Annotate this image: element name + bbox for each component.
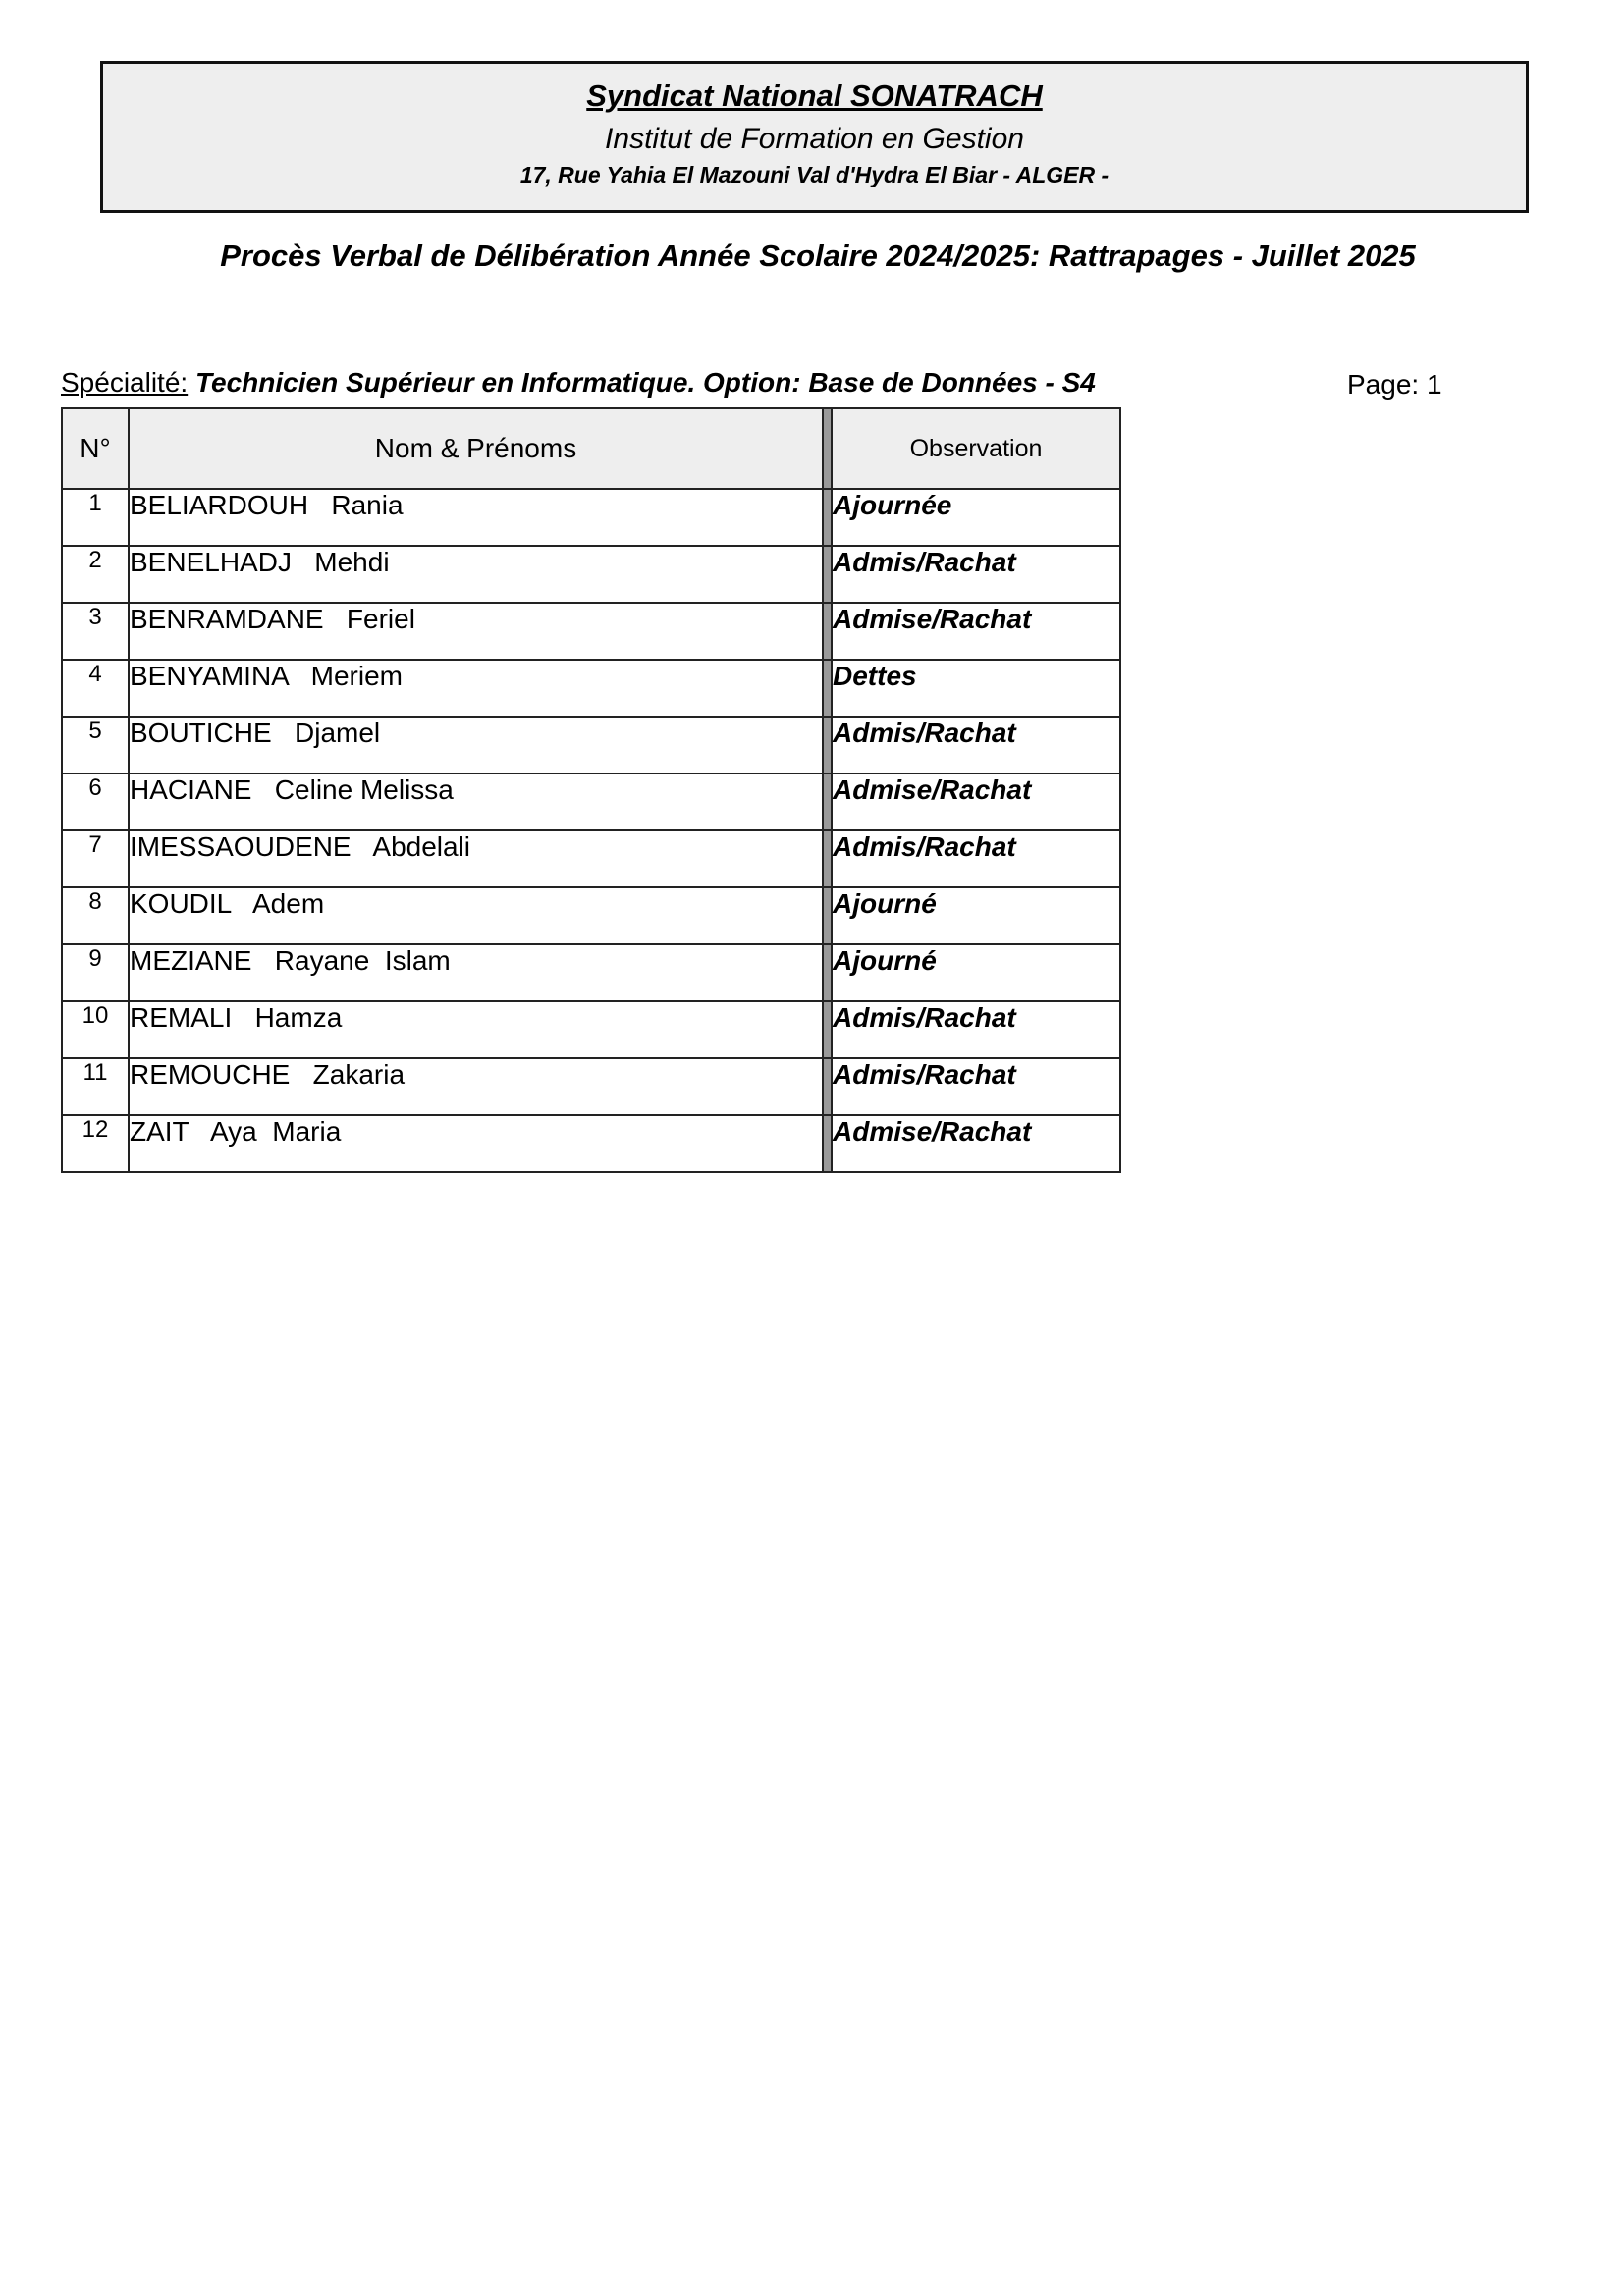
student-name: BENRAMDANE Feriel xyxy=(129,603,823,660)
row-number: 11 xyxy=(62,1058,129,1115)
observation: Admis/Rachat xyxy=(832,717,1120,774)
table-row xyxy=(62,489,1120,546)
student-name: REMALI Hamza xyxy=(129,1001,823,1058)
document-title: Procès Verbal de Délibération Année Scolaire 2024/2025: Rattrapages - Juillet 2025 xyxy=(220,239,1416,273)
row-number: 2 xyxy=(62,546,129,603)
observation: Admise/Rachat xyxy=(832,1115,1120,1172)
row-number: 7 xyxy=(62,830,129,887)
observation: Admise/Rachat xyxy=(832,774,1120,830)
page-number: Page: 1 xyxy=(1347,369,1442,400)
column-separator xyxy=(823,660,832,717)
table-row xyxy=(62,774,1120,830)
row-number: 3 xyxy=(62,603,129,660)
table-row xyxy=(62,1058,1120,1115)
table-row xyxy=(62,717,1120,774)
column-separator xyxy=(823,830,832,887)
column-separator xyxy=(823,1058,832,1115)
table-row xyxy=(62,830,1120,887)
table-row xyxy=(62,1001,1120,1058)
student-name: BENYAMINA Meriem xyxy=(129,660,823,717)
row-number: 12 xyxy=(62,1115,129,1172)
observation: Admise/Rachat xyxy=(832,603,1120,660)
observation: Admis/Rachat xyxy=(832,830,1120,887)
row-number: 10 xyxy=(62,1001,129,1058)
speciality-value: Technicien Supérieur en Informatique. Option: Base de Données - S4 xyxy=(194,367,1096,398)
table-row xyxy=(62,660,1120,717)
speciality-label: Spécialité: xyxy=(61,367,189,398)
table-row xyxy=(62,546,1120,603)
column-separator xyxy=(823,774,832,830)
table-row xyxy=(62,944,1120,1001)
observation: Admis/Rachat xyxy=(832,1058,1120,1115)
column-separator xyxy=(823,717,832,774)
observation: Admis/Rachat xyxy=(832,1001,1120,1058)
institute-address: 17, Rue Yahia El Mazouni Val d'Hydra El Biar - ALGER - xyxy=(519,162,1110,187)
organization-name: Syndicat National SONATRACH xyxy=(586,79,1043,113)
observation: Ajourné xyxy=(832,887,1120,944)
row-number: 6 xyxy=(62,774,129,830)
column-header-observation: Observation xyxy=(832,408,1120,489)
institution-header-box xyxy=(100,61,1529,213)
student-name: BOUTICHE Djamel xyxy=(129,717,823,774)
column-separator xyxy=(823,489,832,546)
student-name: BENELHADJ Mehdi xyxy=(129,546,823,603)
column-separator xyxy=(823,546,832,603)
student-name: MEZIANE Rayane Islam xyxy=(129,944,823,1001)
table-header-row xyxy=(62,408,1120,489)
observation: Dettes xyxy=(832,660,1120,717)
observation: Admis/Rachat xyxy=(832,546,1120,603)
column-separator xyxy=(823,887,832,944)
row-number: 4 xyxy=(62,660,129,717)
table-row xyxy=(62,1115,1120,1172)
institute-name: Institut de Formation en Gestion xyxy=(605,123,1024,155)
student-name: KOUDIL Adem xyxy=(129,887,823,944)
speciality-line xyxy=(61,367,1096,399)
row-number: 5 xyxy=(62,717,129,774)
observation: Ajournée xyxy=(832,489,1120,546)
student-name: REMOUCHE Zakaria xyxy=(129,1058,823,1115)
table-row xyxy=(62,887,1120,944)
observation: Ajourné xyxy=(832,944,1120,1001)
column-separator xyxy=(823,1115,832,1172)
column-separator xyxy=(823,944,832,1001)
student-name: BELIARDOUH Rania xyxy=(129,489,823,546)
column-header-number: N° xyxy=(62,408,129,489)
row-number: 1 xyxy=(62,489,129,546)
row-number: 9 xyxy=(62,944,129,1001)
column-separator xyxy=(823,1001,832,1058)
results-table xyxy=(61,407,1121,1173)
column-separator xyxy=(823,603,832,660)
student-name: IMESSAOUDENE Abdelali xyxy=(129,830,823,887)
row-number: 8 xyxy=(62,887,129,944)
student-name: ZAIT Aya Maria xyxy=(129,1115,823,1172)
table-row xyxy=(62,603,1120,660)
column-separator xyxy=(823,408,832,489)
student-name: HACIANE Celine Melissa xyxy=(129,774,823,830)
column-header-name: Nom & Prénoms xyxy=(129,408,823,489)
